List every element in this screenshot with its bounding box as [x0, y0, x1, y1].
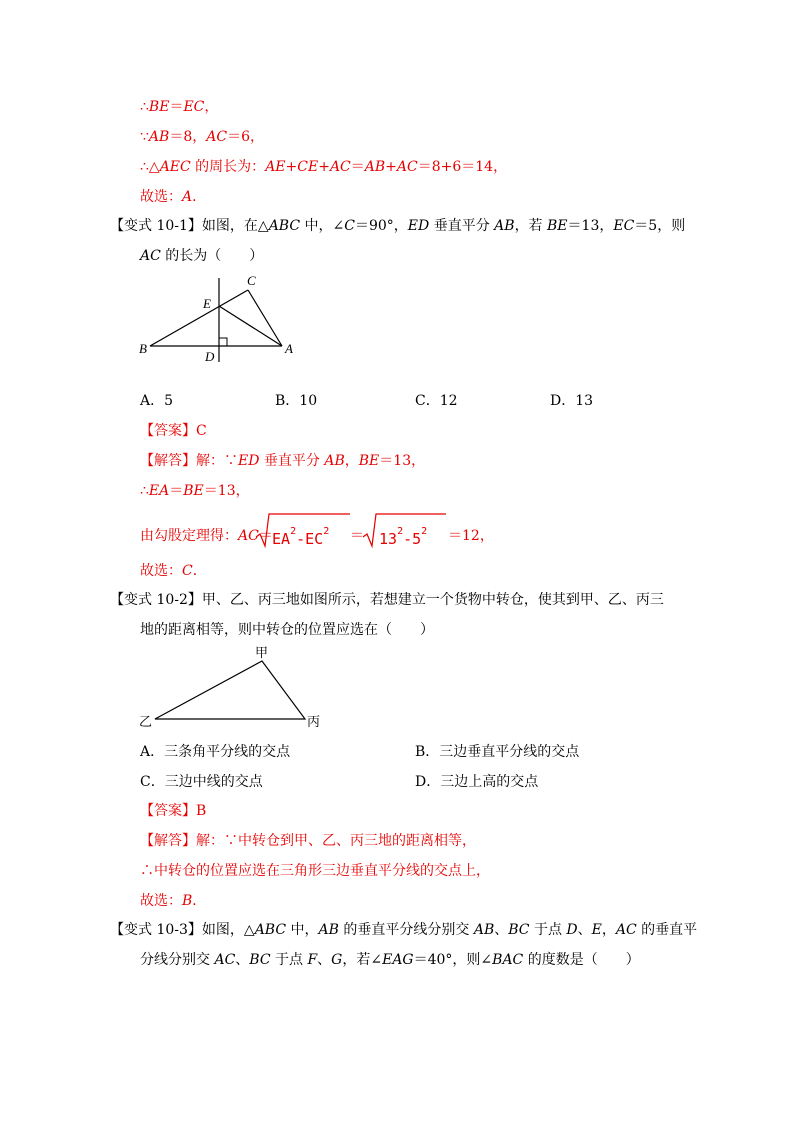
q2-option-c: C．三边中线的交点 [140, 774, 263, 790]
prev-line-3: ∴△AEC 的周长为：AE+CE+AC＝AB+AC＝8+6＝14， [140, 159, 508, 175]
label-yi: 乙 [139, 714, 153, 729]
label-jia: 甲 [255, 645, 269, 660]
q2-option-d: D．三边上高的交点 [415, 774, 539, 790]
label-a: A [285, 341, 293, 356]
label-b: B [139, 341, 147, 356]
q2-triangle-figure [135, 645, 335, 730]
radical-13-5 [362, 510, 448, 550]
prev-line-1: ∴BE＝EC， [140, 99, 219, 115]
radical-ea-ec [255, 510, 351, 550]
q1-option-a: A．5 [140, 393, 174, 409]
label-bing: 丙 [307, 714, 321, 729]
label-e: E [203, 296, 211, 311]
q1-line-1: 【变式 10-1】如图，在△ABC 中，∠C＝90°，ED 垂直平分 AB，若 BE＝13，EC＝5，则 [110, 218, 686, 234]
prev-line-4: 故选：A． [140, 189, 207, 205]
q2-answer: 【答案】B [140, 803, 207, 819]
q1-option-c: C．12 [415, 393, 458, 409]
q2-solution-line-2: ∴中转仓的位置应选在三角形三边垂直平分线的交点上， [140, 863, 490, 879]
q1-solution-line-2: ∴EA＝BE＝13， [140, 483, 250, 499]
svg-text:EA2-EC2: $EA^2-EC^2$ [272, 526, 330, 548]
q2-option-a: A．三条角平分线的交点 [140, 744, 291, 760]
svg-text:132-52: $13^2-5^2$ [379, 526, 428, 548]
segment-bc [150, 290, 248, 346]
q3-tag: 【变式 10-3】 [110, 922, 202, 938]
label-d: D [205, 349, 215, 364]
label-c: C [247, 273, 256, 288]
q1-solution-line-3-eq: ＝ [350, 528, 364, 544]
prev-line-2: ∵AB＝8，AC＝6， [140, 129, 264, 145]
q1-option-b: B．10 [275, 393, 318, 409]
q1-solution-line-1: 【解答】解：∵ED 垂直平分 AB，BE＝13， [140, 453, 426, 469]
q1-triangle-figure [135, 270, 310, 370]
q1-solution-line-3-tail: ＝12， [448, 528, 494, 544]
triangle-jia-yi-bing [155, 661, 305, 719]
q2-line-1: 【变式 10-2】甲、乙、丙三地如图所示，若想建立一个货物中转仓，使其到甲、乙、丙三 [110, 592, 664, 608]
right-angle-mark [219, 338, 227, 346]
q1-line-2: AC 的长为（ ） [140, 248, 264, 264]
q2-solution-line-1: 【解答】解：∵中转仓到甲、乙、丙三地的距离相等， [140, 833, 476, 849]
q1-solution-line-3-prefix: 由勾股定理得：AC＝ [140, 528, 273, 544]
q2-tag: 【变式 10-2】 [110, 592, 202, 608]
segment-ca [248, 290, 282, 346]
segment-ea [219, 306, 282, 346]
q3-line-1: 【变式 10-3】如图，△ABC 中，AB 的垂直平分线分别交 AB、BC 于点 D、E，AC 的垂直平 [110, 922, 698, 938]
q1-answer: 【答案】C [140, 423, 207, 439]
q1-tag: 【变式 10-1】 [110, 218, 202, 234]
q3-line-2: 分线分别交 AC、BC 于点 F、G，若∠EAG＝40°，则∠BAC 的度数是（ ） [140, 952, 640, 968]
q1-solution-line-4: 故选：C． [140, 563, 207, 579]
q2-solution-line-3: 故选：B． [140, 893, 207, 909]
q2-option-b: B．三边垂直平分线的交点 [415, 744, 580, 760]
q2-line-2: 地的距离相等，则中转仓的位置应选在（ ） [140, 622, 434, 638]
q1-option-d: D．13 [550, 393, 594, 409]
